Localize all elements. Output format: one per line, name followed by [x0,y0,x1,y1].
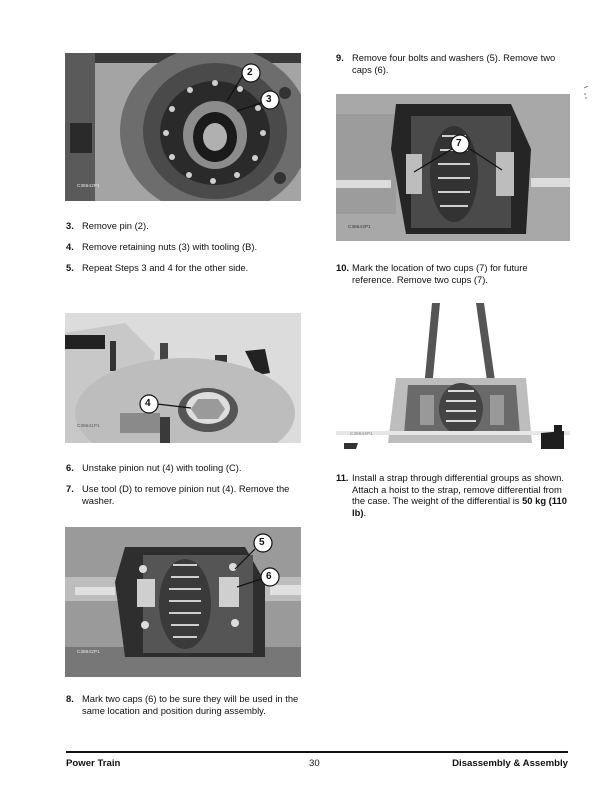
callout-6: 6 [266,571,272,582]
step-text-main: Install a strap through differential groups as shown. Attach a hoist to the strap, remove differential from the case. The weight of the differential is [352,472,564,507]
step-number: 6. [66,462,74,473]
step-text: Remove four bolts and washers (5). Remove two caps (6). [352,52,556,75]
step-text: Unstake pinion nut (4) with tooling (C). [82,462,242,473]
page-number: 30 [309,758,320,769]
photo-differential-cups [336,94,570,241]
differential-weight: 50 kg (110 lb) [352,495,567,518]
step-6 [66,462,306,474]
gear-assembly-image [65,53,301,201]
step-text [352,472,570,518]
footer-section-title: Power Train [66,758,121,769]
step-number: 8. [66,693,74,704]
step-number: 3. [66,220,74,231]
differential-cups-image [336,94,570,241]
step-text: Mark the location of two cups (7) for future reference. Remove two cups (7). [352,262,528,285]
photo-id: C38641P1 [77,423,100,428]
photo-id: C38643P1 [348,224,371,229]
pinion-housing-image [65,313,301,443]
step-text: Repeat Steps 3 and 4 for the other side. [82,262,249,273]
margin-mark [583,86,591,100]
step-9 [336,52,568,75]
callout-5: 5 [259,537,265,548]
step-number: 10. [336,262,350,273]
step-number: 4. [66,241,74,252]
photo-differential-caps [65,527,301,677]
step-10 [336,262,568,285]
step-text: Remove retaining nuts (3) with tooling (B). [82,241,258,252]
footer-rule [66,751,568,753]
step-5 [66,262,306,274]
photo-differential-strap [336,303,570,453]
step-3 [66,220,306,232]
photo-pin-and-retaining-nuts [65,53,301,201]
photo-pinion-nut [65,313,301,443]
differential-caps-image [65,527,301,677]
step-number: 7. [66,483,74,494]
step-8 [66,693,306,716]
step-text: Use tool (D) to remove pinion nut (4). Remove the washer. [82,483,290,506]
step-number: 9. [336,52,344,63]
callout-7: 7 [456,138,462,149]
step-number: 11. [336,472,349,483]
step-11 [336,472,570,518]
photo-id: C38642P1 [77,183,100,188]
photo-id: C38642P1 [77,649,100,654]
step-number: 5. [66,262,74,273]
step-text-end: . [363,506,367,518]
step-4 [66,241,306,253]
photo-id: C38644P1 [350,431,373,436]
callout-4: 4 [145,398,151,409]
step-text: Remove pin (2). [82,220,149,231]
step-text: Mark two caps (6) to be sure they will be used in the same location and position during assembly. [82,693,299,716]
callout-3: 3 [266,94,272,105]
step-7 [66,483,306,506]
callout-2: 2 [247,67,253,78]
footer-chapter-title: Disassembly & Assembly [452,758,568,769]
